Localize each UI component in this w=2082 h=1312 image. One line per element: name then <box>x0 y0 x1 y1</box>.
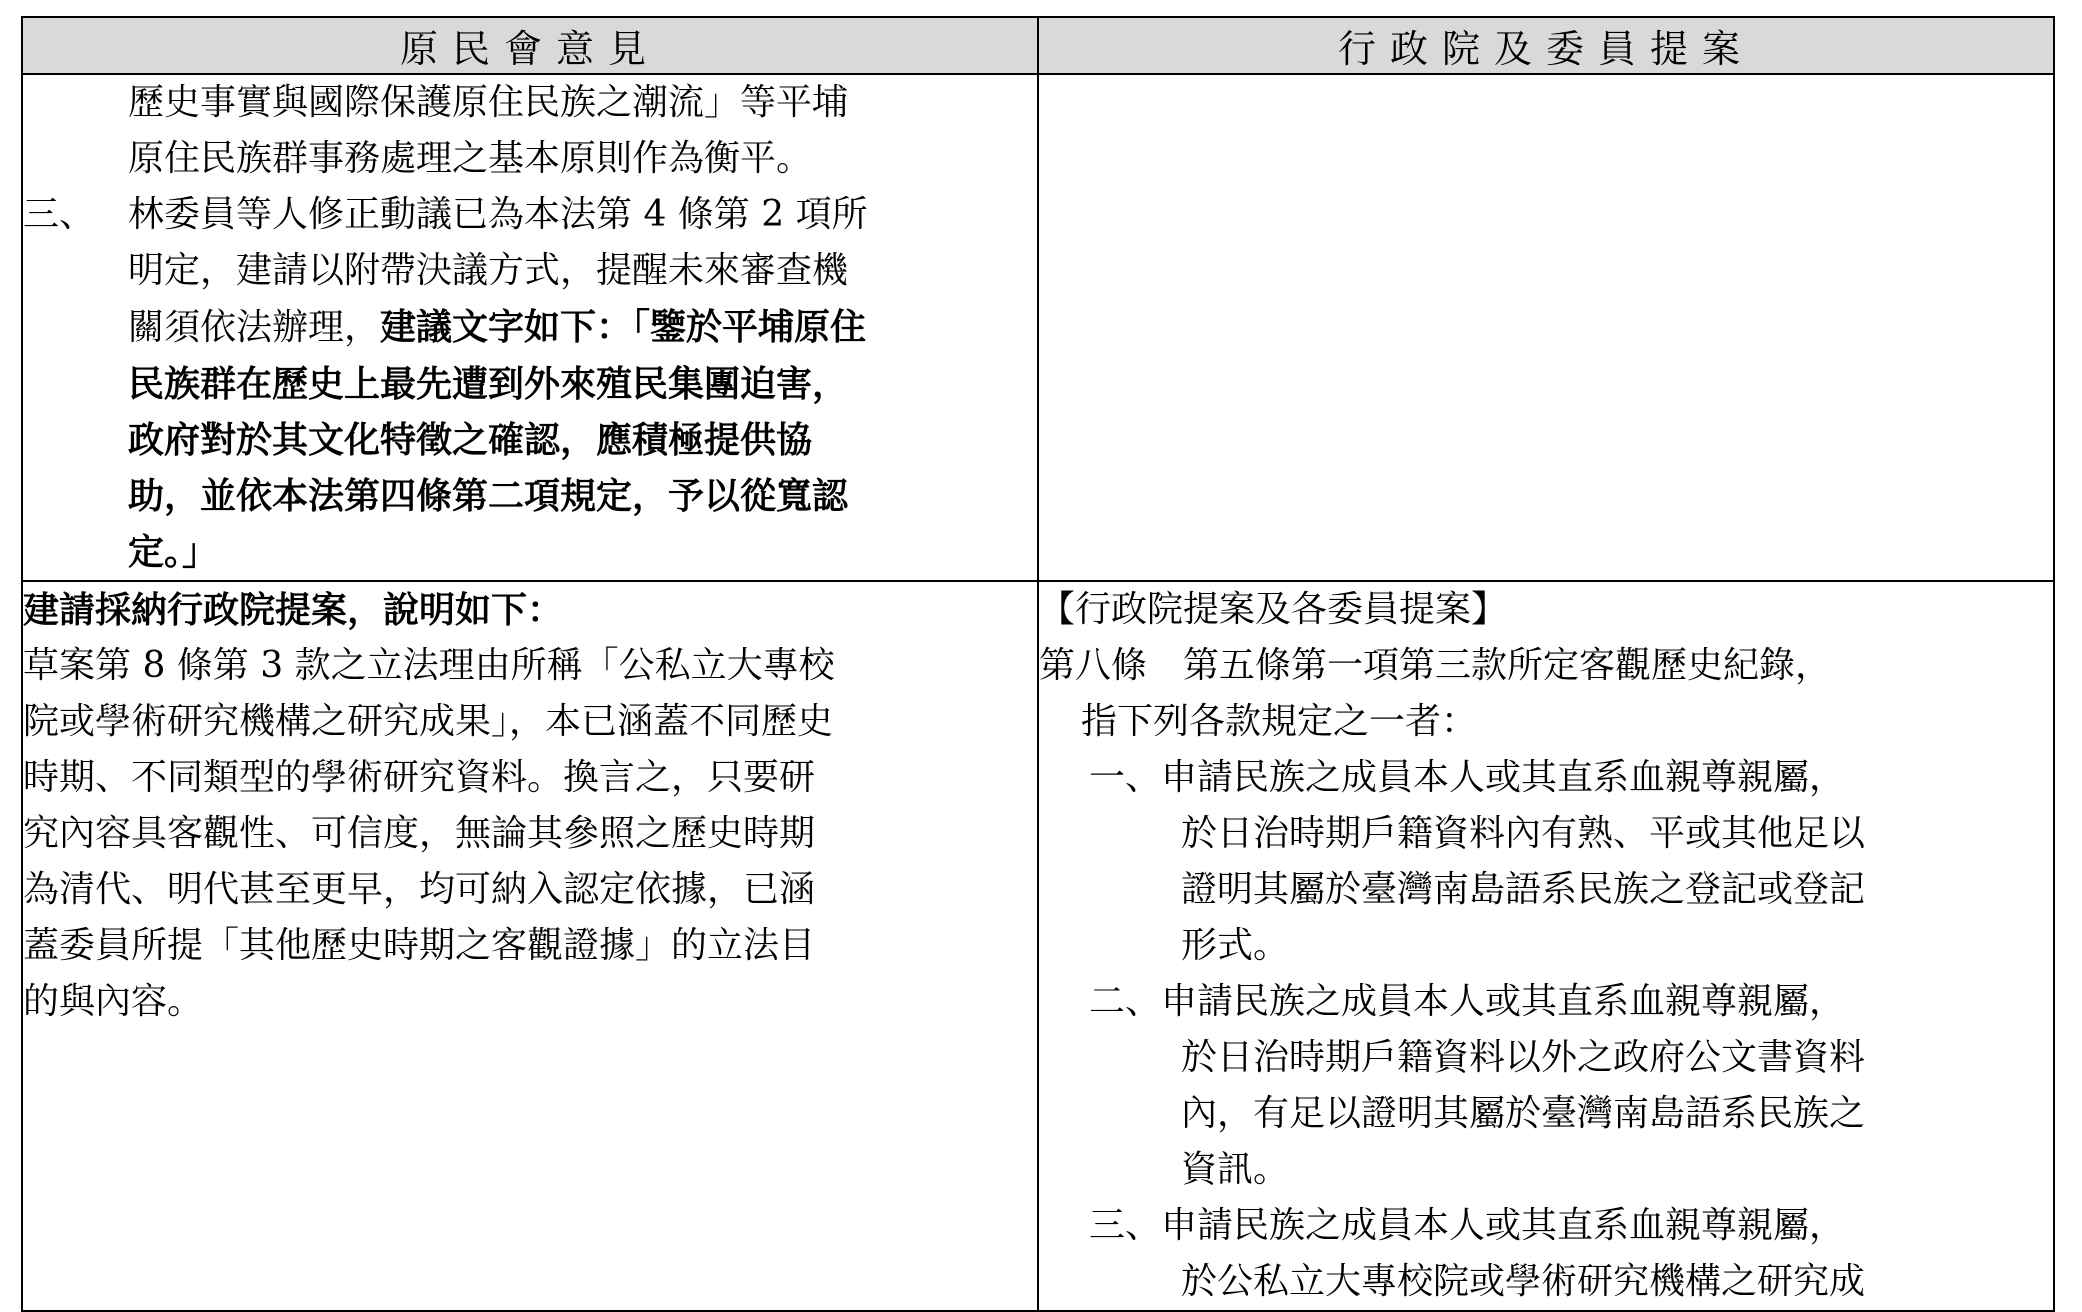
text-line: 於日治時期戶籍資料以外之政府公文書資料 <box>1181 1037 1866 1078</box>
table-row <box>22 74 2054 581</box>
text-line: 申請民族之成員本人或其直系血親尊親屬， <box>1161 981 1846 1022</box>
row1-left-cell <box>22 74 1038 581</box>
header-row <box>22 17 2054 74</box>
item-number: 二、 <box>1089 981 1162 1022</box>
item-number: 三、 <box>23 194 96 235</box>
text-normal: 關須依法辦理， <box>128 307 381 348</box>
list-item <box>1039 1198 2053 1254</box>
comparison-table <box>21 16 2055 1312</box>
proposal-title: 【行政院提案及各委員提案】 <box>1039 589 1508 630</box>
text-line: 草案第 8 條第 3 款之立法理由所稱「公私立大專校 <box>23 645 835 686</box>
row2-right-cell <box>1038 581 2054 1311</box>
article-line: 第八條 第五條第一項第三款所定客觀歷史紀錄， <box>1039 645 1832 686</box>
text-line: 資訊。 <box>1181 1149 1290 1190</box>
bold-line: 政府對於其文化特徵之確認，應積極提供協 <box>128 419 813 461</box>
text-line: 院或學術研究機構之研究成果」，本已涵蓋不同歷史 <box>23 701 834 742</box>
text-line: 申請民族之成員本人或其直系血親尊親屬， <box>1161 757 1846 798</box>
row2-left-cell <box>22 581 1038 1311</box>
text-line: 蓋委員所提「其他歷史時期之客觀證據」的立法目 <box>23 925 816 966</box>
bold-line: 民族群在歷史上最先遭到外來殖民集團迫害， <box>128 363 849 405</box>
text-line: 為清代、明代甚至更早，均可納入認定依據，已涵 <box>23 869 816 910</box>
text-line: 究內容具客觀性、可信度，無論其參照之歷史時期 <box>23 813 816 854</box>
text-line: 申請民族之成員本人或其直系血親尊親屬， <box>1161 1205 1846 1246</box>
item-number: 三、 <box>1089 1205 1162 1246</box>
text-line: 證明其屬於臺灣南島語系民族之登記或登記 <box>1181 869 1866 910</box>
text-line: 時期、不同類型的學術研究資料。換言之，只要研 <box>23 757 816 798</box>
table-row <box>22 581 2054 1311</box>
list-item <box>1039 974 2053 1030</box>
bold-line: 定。」 <box>128 531 219 573</box>
list-item <box>1039 750 2053 806</box>
text-line: 內，有足以證明其屬於臺灣南島語系民族之 <box>1181 1093 1866 1134</box>
header-opinion: 原民會意見 <box>22 17 1038 74</box>
header-proposals: 行政院及委員提案 <box>1038 17 2054 74</box>
text-line: 原住民族群事務處理之基本原則作為衡平。 <box>128 138 813 179</box>
text-line: 於日治時期戶籍資料內有熟、平或其他足以 <box>1181 813 1866 854</box>
bold-line: 助，並依本法第四條第二項規定，予以從寬認 <box>128 475 849 517</box>
section-heading: 建請採納行政院提案，說明如下： <box>23 589 564 631</box>
item-number: 一、 <box>1089 757 1162 798</box>
text-line: 林委員等人修正動議已為本法第 4 條第 2 項所 <box>128 194 868 235</box>
text-bold: 建議文字如下：「鑒於平埔原住 <box>380 306 867 348</box>
text-line: 的與內容。 <box>23 981 204 1022</box>
item-three <box>23 187 1037 243</box>
text-line: 歷史事實與國際保護原住民族之潮流」等平埔 <box>128 82 849 123</box>
mixed-line <box>23 299 1037 356</box>
text-line: 於公私立大專校院或學術研究機構之研究成 <box>1181 1261 1866 1302</box>
text-line: 明定，建請以附帶決議方式，提醒未來審查機 <box>128 250 849 291</box>
text-line: 形式。 <box>1181 925 1290 966</box>
article-intro: 指下列各款規定之一者： <box>1081 701 1478 742</box>
row1-right-cell <box>1038 74 2054 581</box>
